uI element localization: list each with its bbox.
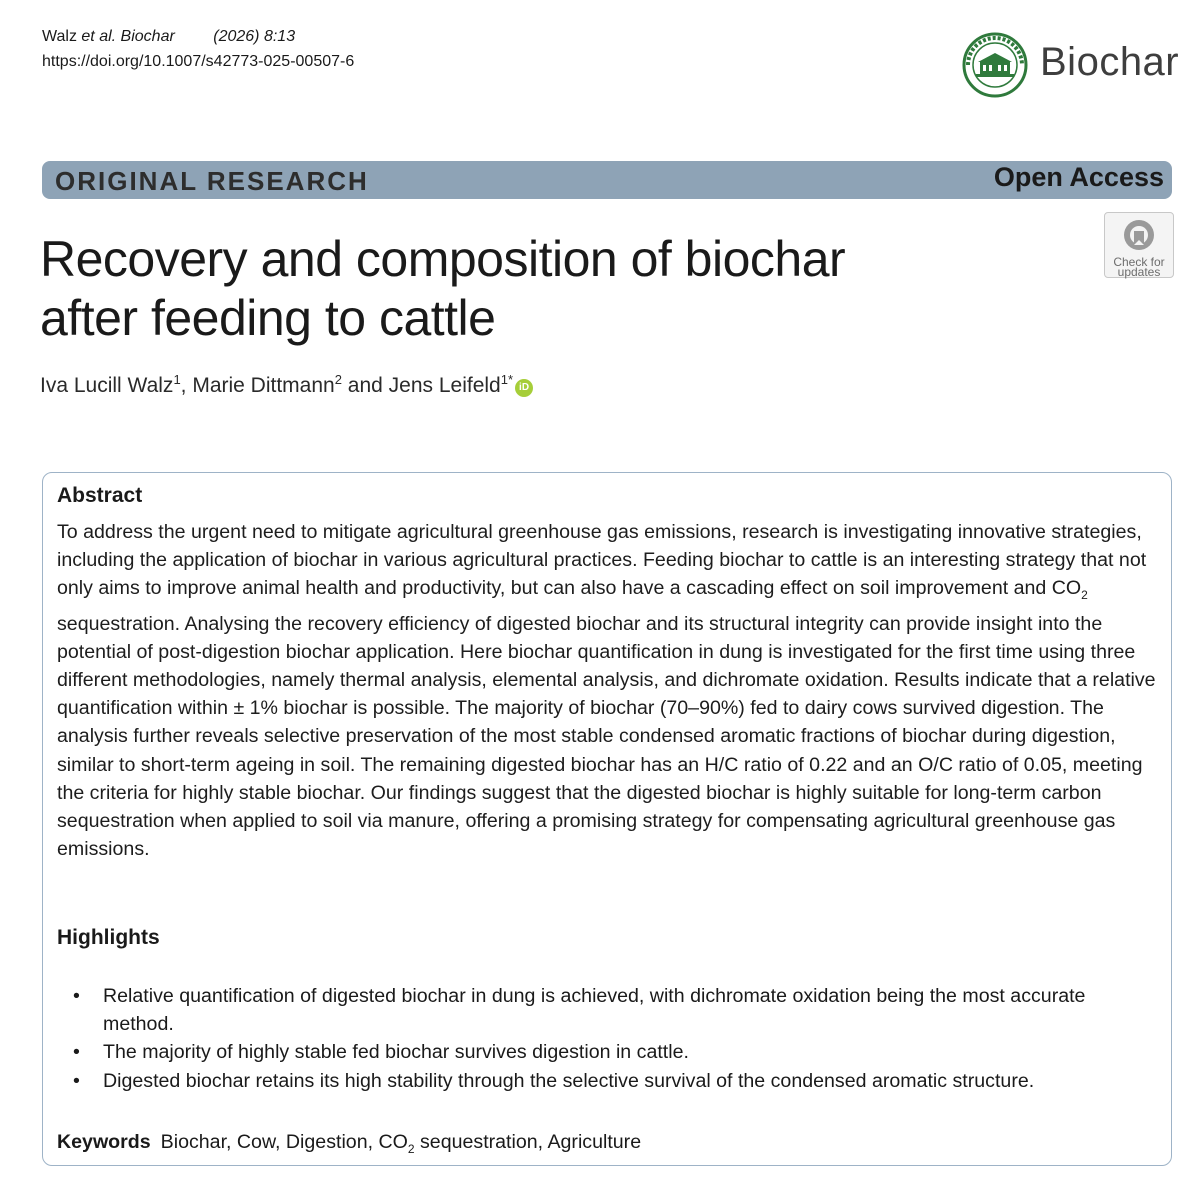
citation-line — [42, 28, 295, 46]
bullet: • — [73, 985, 80, 1007]
keywords-part-1: Biochar, Cow, Digestion, CO — [160, 1131, 408, 1153]
author-walz[interactable]: Iva Lucill Walz — [40, 374, 174, 397]
highlights-heading: Highlights — [57, 926, 160, 949]
bullet: • — [73, 1069, 80, 1092]
article-title — [40, 230, 1040, 348]
highlight-text: The majority of highly stable fed biochar survives digestion in cattle. — [103, 1041, 689, 1064]
doi-link[interactable]: https://doi.org/10.1007/s42773-025-00507-6 — [42, 53, 355, 70]
list-item — [57, 1038, 1157, 1066]
check-for-updates-button[interactable] — [1104, 212, 1174, 278]
highlights-list — [57, 982, 1157, 1095]
open-access-label: Open Access — [993, 162, 1164, 192]
keywords-line — [57, 1131, 641, 1156]
affiliation-marker: 1* — [500, 372, 514, 387]
orcid-icon[interactable]: iD — [515, 379, 533, 397]
bookmark-ring-icon — [1121, 217, 1157, 253]
author-list — [40, 372, 533, 398]
abstract-heading: Abstract — [57, 484, 143, 507]
citation-volume: (2026) 8:13 — [213, 28, 296, 45]
abstract-text — [57, 518, 1157, 863]
author-leifeld[interactable]: and Jens Leifeld — [341, 374, 501, 397]
title-line-1: Recovery and composition of biochar — [40, 231, 846, 287]
keywords-label: Keywords — [57, 1131, 151, 1153]
abstract-part-1: To address the urgent need to mitigate agricultural greenhouse gas emissions, research is investigating innovative strategies, including the application of biochar in various agricultural practices. Feeding biochar to cattle is an interesting strategy that not only aims to improve animal health and productivity, but can also have a cascading effect on soil improvement and CO — [57, 521, 1147, 600]
affiliation-marker: 1 — [173, 372, 181, 387]
abstract-part-2: sequestration. Analysing the recovery efficiency of digested biochar and its structural integrity can provide insight into the potential of post-digestion biochar application. Here biochar quantification in dung is investigated for the first time using three different methodologies, namely thermal analysis, elemental analysis, and dichromate oxidation. Results indicate that a relative quantification within ± 1% biochar is possible. The majority of biochar (70–90%) fed to dairy cows survived digestion. The analysis further reveals selective preservation of the most stable condensed aromatic fractions of biochar during digestion, similar to short-term ageing in soil. The remaining digested biochar has an H/C ratio of 0.22 and an O/C ratio of 0.05, meeting the criteria for highly stable biochar. Our findings suggest that the digested biochar is highly suitable for long-term carbon sequestration when applied to soil via manure, offering a promising strategy for compensating agricultural greenhouse gas emissions. — [57, 612, 1156, 861]
keywords-part-2: sequestration, Agriculture — [414, 1131, 642, 1153]
article-type-label: ORIGINAL RESEARCH — [55, 166, 369, 196]
citation-journal: Biochar — [120, 28, 175, 45]
list-item — [57, 982, 1157, 1038]
keywords-subscript: 2 — [407, 1141, 415, 1156]
journal-brand: Biochar — [1040, 40, 1180, 84]
list-item — [57, 1067, 1157, 1095]
title-line-2: after feeding to cattle — [40, 290, 496, 346]
university-seal-icon — [962, 32, 1028, 98]
citation-etal: et al. — [81, 28, 117, 45]
highlight-text: Digested biochar retains its high stability through the selective survival of the condensed aromatic structure. — [103, 1069, 1035, 1092]
bullet: • — [73, 1041, 80, 1064]
citation-authors: Walz — [42, 28, 82, 45]
highlight-text: Relative quantification of digested biochar in dung is achieved, with dichromate oxidation being the most accurate method. — [103, 985, 1086, 1036]
abstract-subscript: 2 — [1081, 588, 1088, 603]
check-updates-text-2: updates — [1117, 265, 1161, 279]
affiliation-marker: 2 — [334, 372, 342, 387]
author-dittmann[interactable]: , Marie Dittmann — [180, 374, 335, 397]
check-updates-text-1: Check for — [1113, 255, 1165, 269]
